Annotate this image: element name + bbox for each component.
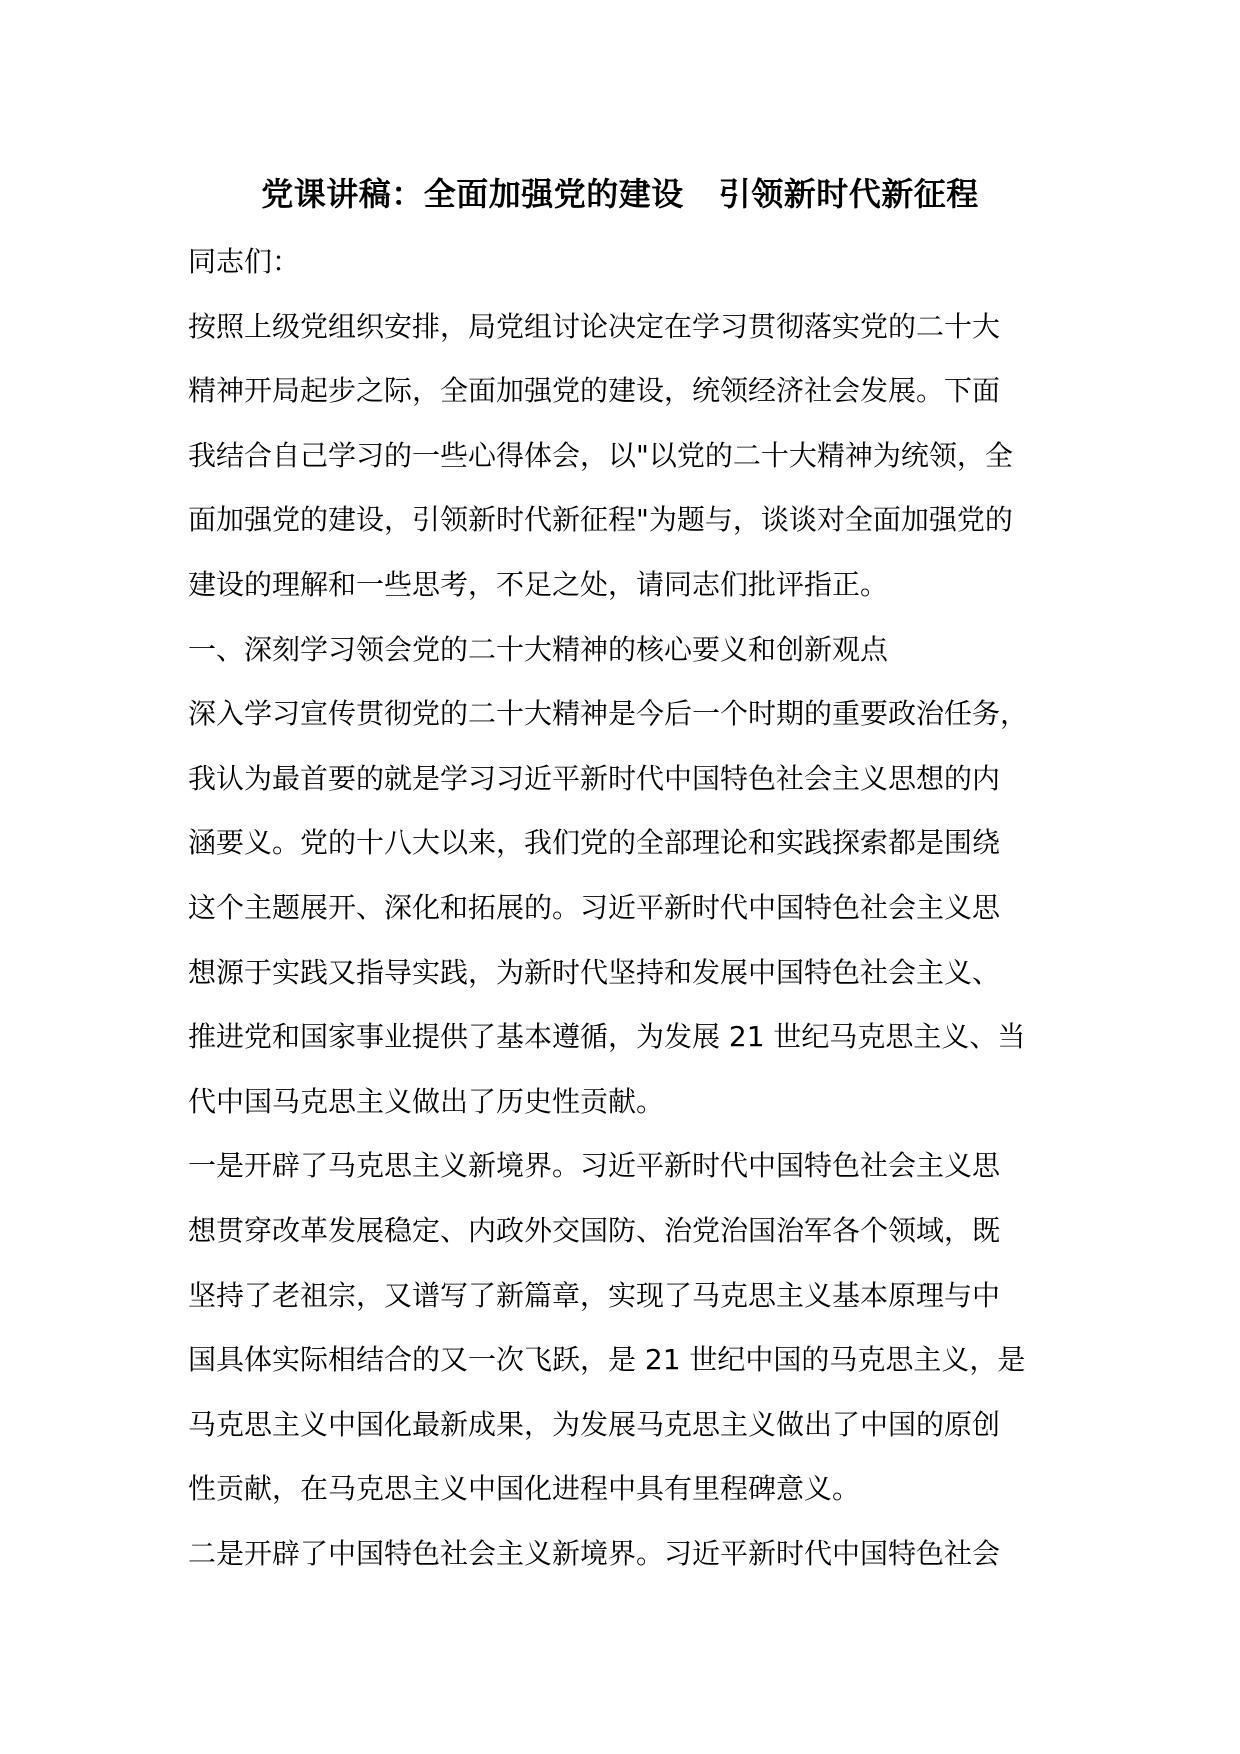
text-line: 一是开辟了马克思主义新境界。习近平新时代中国特色社会主义思 xyxy=(188,1149,1001,1183)
text-line: 二是开辟了中国特色社会主义新境界。习近平新时代中国特色社会 xyxy=(188,1536,1001,1570)
text-line: 想贯穿改革发展稳定、内政外交国防、治党治国治军各个领域，既 xyxy=(188,1213,1001,1247)
text-line: 我结合自己学习的一些心得体会，以"以党的二十大精神为统领，全 xyxy=(188,438,1013,472)
text-line: 精神开局起步之际，全面加强党的建设，统领经济社会发展。下面 xyxy=(188,374,1001,408)
text-line: 坚持了老祖宗，又谱写了新篇章，实现了马克思主义基本原理与中 xyxy=(188,1278,1001,1312)
section-heading: 一、深刻学习领会党的二十大精神的核心要义和创新观点 xyxy=(188,632,889,666)
text-line: 建设的理解和一些思考，不足之处，请同志们批评指正。 xyxy=(188,567,889,601)
text-line: 想源于实践又指导实践，为新时代坚持和发展中国特色社会主义、 xyxy=(188,955,1001,989)
text-line: 性贡献，在马克思主义中国化进程中具有里程碑意义。 xyxy=(188,1472,861,1506)
text-line: 同志们： xyxy=(188,245,301,278)
text-line: 国具体实际相结合的又一次飞跃，是 21 世纪中国的马克思主义，是 xyxy=(188,1343,1026,1377)
text-line: 代中国马克思主义做出了历史性贡献。 xyxy=(188,1084,665,1118)
text-line: 按照上级党组织安排，局党组讨论决定在学习贯彻落实党的二十大 xyxy=(188,309,1001,343)
text-line: 这个主题展开、深化和拓展的。习近平新时代中国特色社会主义思 xyxy=(188,890,1001,924)
text-line: 我认为最首要的就是学习习近平新时代中国特色社会主义思想的内 xyxy=(188,761,1001,795)
text-line: 马克思主义中国化最新成果，为发展马克思主义做出了中国的原创 xyxy=(188,1407,1001,1441)
text-line: 面加强党的建设，引领新时代新征程"为题与，谈谈对全面加强党的 xyxy=(188,503,1013,537)
text-line: 推进党和国家事业提供了基本遵循，为发展 21 世纪马克思主义、当 xyxy=(188,1020,1026,1054)
document-title: 党课讲稿：全面加强党的建设 引领新时代新征程 xyxy=(261,175,979,213)
text-line: 深入学习宣传贯彻党的二十大精神是今后一个时期的重要政治任务， xyxy=(188,697,1029,731)
document-body xyxy=(188,242,1088,1598)
text-line: 涵要义。党的十八大以来，我们党的全部理论和实践探索都是围绕 xyxy=(188,826,1001,860)
